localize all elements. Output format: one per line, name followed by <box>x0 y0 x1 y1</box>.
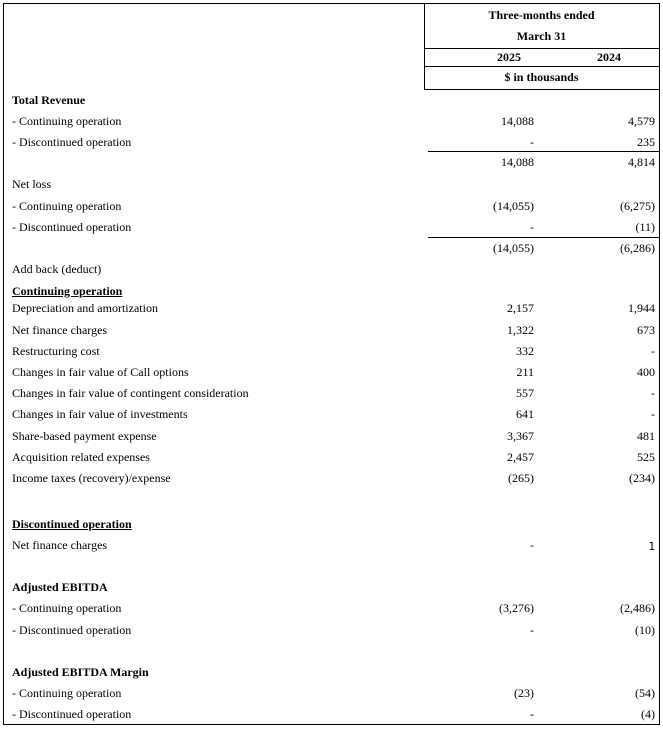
row-value-2025: 332 <box>516 344 534 358</box>
row-value-2025: 1,322 <box>507 323 534 337</box>
table-row <box>4 447 659 465</box>
row-value-2024: 1,944 <box>628 301 655 315</box>
header-year-prior: 2024 <box>597 50 621 64</box>
table-row <box>4 468 659 486</box>
table-row <box>4 362 659 380</box>
row-value-2025: (14,055) <box>493 199 534 213</box>
row-label: Continuing operation <box>12 284 123 298</box>
table-row <box>4 298 659 316</box>
row-label: Income taxes (recovery)/expense <box>12 471 171 485</box>
table-row <box>4 320 659 338</box>
table-row <box>4 404 659 422</box>
row-value-2024: 4,814 <box>628 155 655 169</box>
row-label: - Discontinued operation <box>12 707 132 721</box>
table-row <box>4 341 659 359</box>
row-value-2024: (11) <box>635 220 655 234</box>
row-label: Net finance charges <box>12 538 108 552</box>
row-value-2025: (23) <box>514 686 534 700</box>
row-value-2025: 2,157 <box>507 301 534 315</box>
table-row <box>4 259 659 277</box>
table-row <box>4 704 659 722</box>
table-row-section-heading <box>4 281 659 299</box>
header-rule-period <box>424 48 659 49</box>
row-value-2024: (6,275) <box>620 199 655 213</box>
row-value-2024: - <box>651 344 655 358</box>
row-value-2024: 400 <box>637 365 655 379</box>
header-period-line2: March 31 <box>516 29 567 43</box>
row-label: Depreciation and amortization <box>12 301 158 315</box>
table-row <box>4 683 659 701</box>
row-value-2024: (10) <box>635 623 655 637</box>
table-row <box>4 535 659 553</box>
row-value-2024: (6,286) <box>620 241 655 255</box>
table-row <box>4 174 659 192</box>
table-row <box>4 90 659 108</box>
row-value-2025: (265) <box>508 471 534 485</box>
table-row <box>4 620 659 638</box>
row-value-2024: 1 <box>648 540 655 553</box>
row-value-2025: 14,088 <box>501 114 534 128</box>
row-label: - Discontinued operation <box>12 220 132 234</box>
table-row <box>4 426 659 444</box>
row-value-2025: - <box>530 623 534 637</box>
header-rule-years <box>424 66 659 67</box>
table-row-subtotal <box>4 152 659 170</box>
table-row <box>4 111 659 129</box>
row-value-2024: - <box>651 407 655 421</box>
row-label: - Continuing operation <box>12 686 122 700</box>
row-label: Restructuring cost <box>12 344 100 358</box>
table-row <box>4 132 659 150</box>
row-label: - Continuing operation <box>12 199 122 213</box>
row-label: - Continuing operation <box>12 601 122 615</box>
row-label: Adjusted EBITDA Margin <box>12 665 149 679</box>
row-value-2025: 2,457 <box>507 450 534 464</box>
row-label: Net loss <box>12 177 51 191</box>
row-value-2025: - <box>530 135 534 149</box>
table-row <box>4 662 659 680</box>
row-label: Total Revenue <box>12 93 86 107</box>
row-value-2024: 235 <box>637 135 655 149</box>
row-label: Changes in fair value of investments <box>12 407 188 421</box>
header-year-current: 2025 <box>497 50 521 64</box>
table-row-subtotal <box>4 238 659 256</box>
table-row <box>4 383 659 401</box>
row-value-2025: - <box>530 220 534 234</box>
row-value-2025: - <box>530 707 534 721</box>
row-label: Changes in fair value of contingent consideration <box>12 386 249 400</box>
row-value-2024: 525 <box>637 450 655 464</box>
row-value-2024: (2,486) <box>620 601 655 615</box>
ebitda-reconciliation-table <box>3 3 660 725</box>
table-row <box>4 217 659 235</box>
row-value-2024: 4,579 <box>628 114 655 128</box>
row-label: - Discontinued operation <box>12 135 132 149</box>
row-label: Adjusted EBITDA <box>12 580 108 594</box>
row-label: Changes in fair value of Call options <box>12 365 189 379</box>
row-value-2025: (14,055) <box>493 241 534 255</box>
row-value-2024: 673 <box>637 323 655 337</box>
table-row <box>4 577 659 595</box>
row-label: - Continuing operation <box>12 114 122 128</box>
row-value-2025: 211 <box>516 365 534 379</box>
row-label: Discontinued operation <box>12 517 132 531</box>
row-label: Acquisition related expenses <box>12 450 150 464</box>
row-value-2024: (4) <box>641 707 655 721</box>
header-units: $ in thousands <box>504 70 579 84</box>
row-value-2025: - <box>530 538 534 552</box>
row-value-2025: 3,367 <box>507 429 534 443</box>
table-row <box>4 196 659 214</box>
row-value-2024: (234) <box>629 471 655 485</box>
table-row-section-heading <box>4 514 659 532</box>
row-value-2025: 641 <box>516 407 534 421</box>
row-label: Share-based payment expense <box>12 429 157 443</box>
row-label: Net finance charges <box>12 323 108 337</box>
row-value-2025: (3,276) <box>499 601 534 615</box>
row-value-2024: - <box>651 386 655 400</box>
header-period-line1: Three-months ended <box>488 8 595 22</box>
row-value-2025: 14,088 <box>501 155 534 169</box>
row-label: Add back (deduct) <box>12 262 102 276</box>
row-value-2024: (54) <box>635 686 655 700</box>
row-value-2024: 481 <box>637 429 655 443</box>
table-row <box>4 598 659 616</box>
row-label: - Discontinued operation <box>12 623 132 637</box>
row-value-2025: 557 <box>516 386 534 400</box>
